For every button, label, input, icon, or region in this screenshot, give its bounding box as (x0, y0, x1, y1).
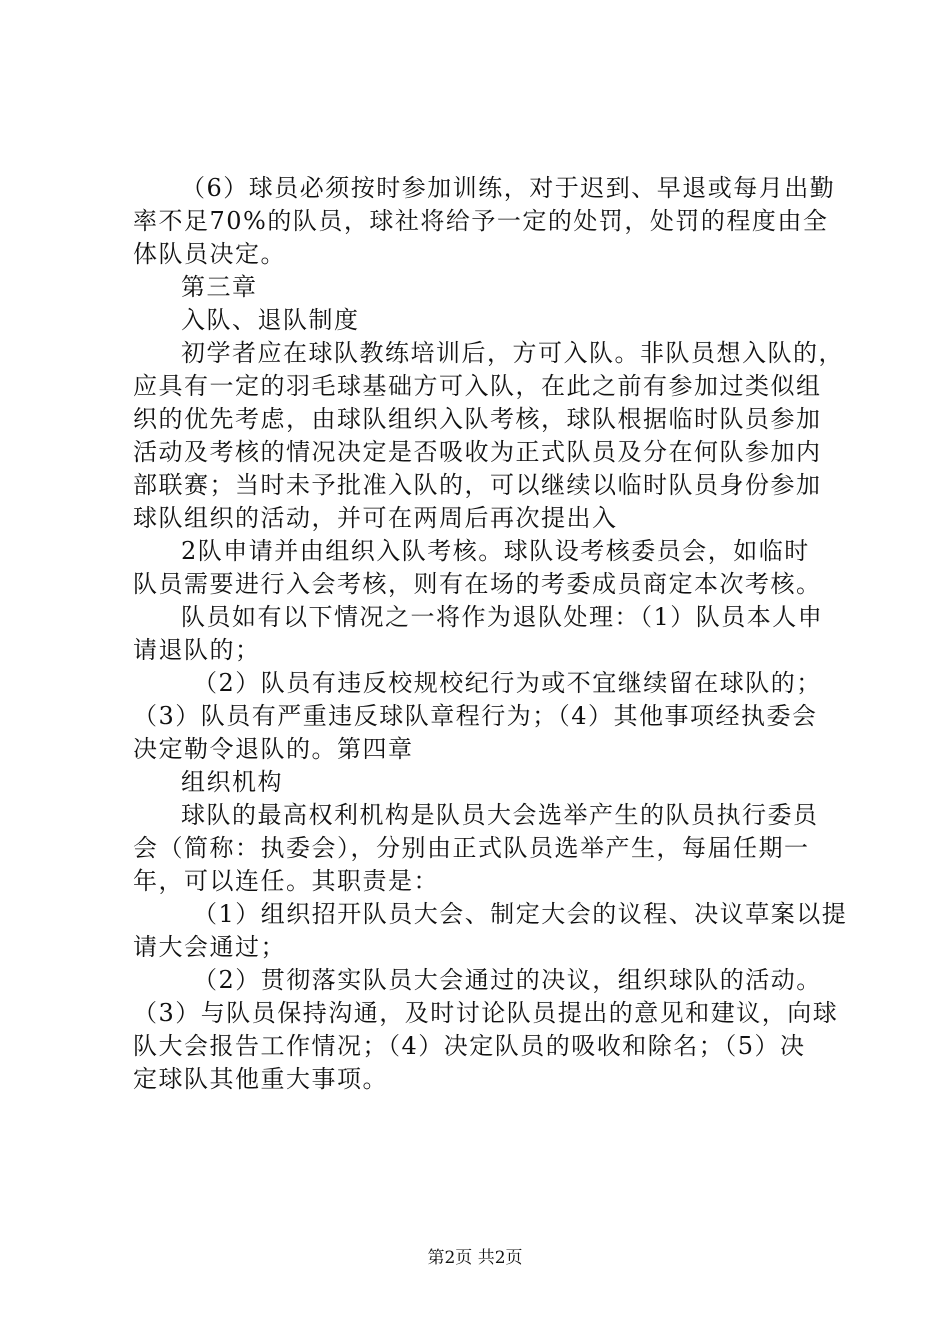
text-line: 入队、退队制度 (181, 306, 360, 334)
text-line: 决定勒令退队的。第四章 (133, 735, 414, 763)
text-line: 活动及考核的情况决定是否吸收为正式队员及分在何队参加内 (133, 438, 822, 466)
text-line: （1）组织招开队员大会、制定大会的议程、决议草案以提 (193, 900, 848, 928)
text-line: 织的优先考虑，由球队组织入队考核，球队根据临时队员参加 (133, 405, 822, 433)
text-line: 体队员决定。 (133, 240, 286, 268)
text-line: （3）队员有严重违反球队章程行为；（4）其他事项经执委会 (133, 702, 818, 730)
text-line: 队员需要进行入会考核，则有在场的考委成员商定本次考核。 (133, 570, 822, 598)
document-body (133, 172, 848, 1096)
text-line: （3）与队员保持沟通，及时讨论队员提出的意见和建议，向球 (133, 999, 839, 1027)
text-line: 队大会报告工作情况；（4）决定队员的吸收和除名；（5）决 (133, 1032, 806, 1060)
text-line: 2队申请并由组织入队考核。球队设考核委员会，如临时 (181, 537, 810, 565)
text-line: 请退队的； (133, 636, 261, 664)
page-footer: 第2页 共2页 (427, 1248, 523, 1268)
text-line: 请大会通过； (133, 933, 286, 961)
text-line: 球队组织的活动，并可在两周后再次提出入 (133, 504, 618, 532)
text-line: 第三章 (181, 273, 258, 301)
text-line: （2）贯彻落实队员大会通过的决议，组织球队的活动。 (193, 966, 822, 994)
text-line: （6）球员必须按时参加训练，对于迟到、早退或每月出勤 (181, 174, 836, 202)
text-line: 组织机构 (181, 768, 283, 796)
text-line: 应具有一定的羽毛球基础方可入队，在此之前有参加过类似组 (133, 372, 822, 400)
text-line: 队员如有以下情况之一将作为退队处理：（1）队员本人申 (181, 603, 824, 631)
text-line: 率不足70%的队员，球社将给予一定的处罚，处罚的程度由全 (133, 207, 829, 235)
text-line: 定球队其他重大事项。 (133, 1065, 388, 1093)
text-line: 年，可以连任。其职责是： (133, 867, 439, 895)
text-line: （2）队员有违反校规校纪行为或不宜继续留在球队的； (193, 669, 822, 697)
text-line: 部联赛；当时未予批准入队的，可以继续以临时队员身份参加 (133, 471, 822, 499)
text-line: 初学者应在球队教练培训后，方可入队。非队员想入队的， (181, 339, 844, 367)
text-line: 会（简称：执委会），分别由正式队员选举产生，每届任期一 (133, 834, 810, 862)
text-line: 球队的最高权利机构是队员大会选举产生的队员执行委员 (181, 801, 819, 829)
